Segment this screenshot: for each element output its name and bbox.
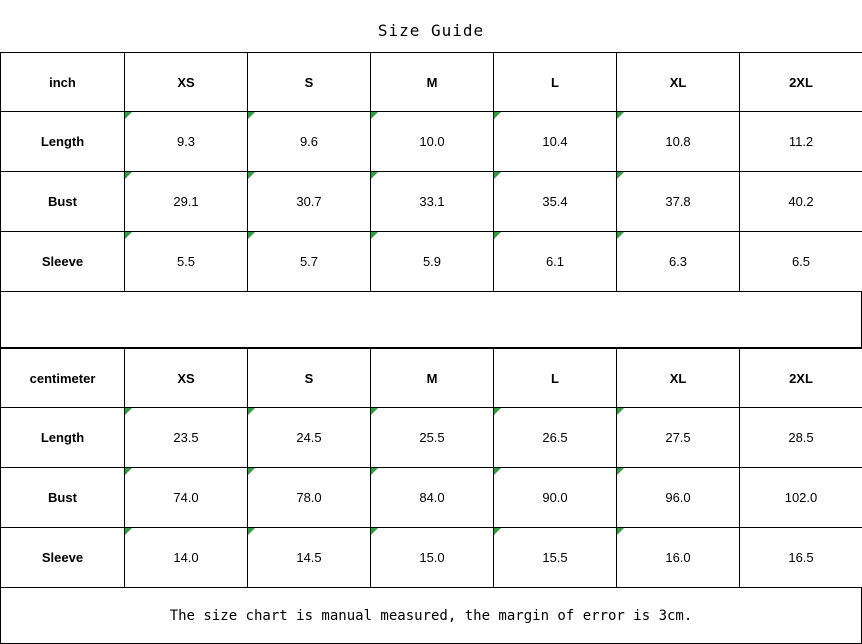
unit-label-centimeter: centimeter xyxy=(1,349,125,408)
cell-value: 78.0 xyxy=(248,468,371,528)
cell-value: 26.5 xyxy=(494,408,617,468)
cell-value: 10.0 xyxy=(371,112,494,172)
size-header-2xl: 2XL xyxy=(740,53,862,112)
table-row xyxy=(1,468,862,528)
size-header-s: S xyxy=(248,349,371,408)
cell-value: 6.5 xyxy=(740,232,862,292)
cell-value: 90.0 xyxy=(494,468,617,528)
cell-value: 5.5 xyxy=(125,232,248,292)
cell-value: 5.9 xyxy=(371,232,494,292)
measure-label-sleeve: Sleeve xyxy=(1,528,125,588)
cell-value: 16.5 xyxy=(740,528,862,588)
cell-value: 24.5 xyxy=(248,408,371,468)
cell-value: 16.0 xyxy=(617,528,740,588)
cell-value: 9.6 xyxy=(248,112,371,172)
footer-note: The size chart is manual measured, the margin of error is 3cm. xyxy=(0,588,862,644)
size-header-xl: XL xyxy=(617,53,740,112)
inch-size-table xyxy=(0,52,862,292)
size-header-l: L xyxy=(494,53,617,112)
cell-value: 84.0 xyxy=(371,468,494,528)
measure-label-length: Length xyxy=(1,112,125,172)
table-row xyxy=(1,232,862,292)
cell-value: 11.2 xyxy=(740,112,862,172)
size-header-xs: XS xyxy=(125,349,248,408)
cell-value: 25.5 xyxy=(371,408,494,468)
cell-value: 6.1 xyxy=(494,232,617,292)
size-header-xs: XS xyxy=(125,53,248,112)
cell-value: 37.8 xyxy=(617,172,740,232)
cell-value: 40.2 xyxy=(740,172,862,232)
cell-value: 23.5 xyxy=(125,408,248,468)
table-separator-row xyxy=(0,292,862,348)
cell-value: 33.1 xyxy=(371,172,494,232)
measure-label-bust: Bust xyxy=(1,468,125,528)
centimeter-size-table xyxy=(0,348,862,588)
cell-value: 30.7 xyxy=(248,172,371,232)
cell-value: 102.0 xyxy=(740,468,862,528)
cell-value: 96.0 xyxy=(617,468,740,528)
size-header-s: S xyxy=(248,53,371,112)
table-header-row xyxy=(1,53,862,112)
cell-value: 14.5 xyxy=(248,528,371,588)
table-header-row xyxy=(1,349,862,408)
table-row xyxy=(1,172,862,232)
unit-label-inch: inch xyxy=(1,53,125,112)
cell-value: 15.0 xyxy=(371,528,494,588)
cell-value: 35.4 xyxy=(494,172,617,232)
cell-value: 5.7 xyxy=(248,232,371,292)
table-row xyxy=(1,408,862,468)
cell-value: 10.4 xyxy=(494,112,617,172)
cell-value: 29.1 xyxy=(125,172,248,232)
size-header-2xl: 2XL xyxy=(740,349,862,408)
size-header-m: M xyxy=(371,349,494,408)
cell-value: 74.0 xyxy=(125,468,248,528)
size-header-m: M xyxy=(371,53,494,112)
page-title: Size Guide xyxy=(0,0,862,52)
size-header-xl: XL xyxy=(617,349,740,408)
measure-label-sleeve: Sleeve xyxy=(1,232,125,292)
cell-value: 15.5 xyxy=(494,528,617,588)
table-row xyxy=(1,528,862,588)
cell-value: 28.5 xyxy=(740,408,862,468)
cell-value: 10.8 xyxy=(617,112,740,172)
size-header-l: L xyxy=(494,349,617,408)
cell-value: 9.3 xyxy=(125,112,248,172)
measure-label-length: Length xyxy=(1,408,125,468)
cell-value: 6.3 xyxy=(617,232,740,292)
cell-value: 27.5 xyxy=(617,408,740,468)
measure-label-bust: Bust xyxy=(1,172,125,232)
table-row xyxy=(1,112,862,172)
cell-value: 14.0 xyxy=(125,528,248,588)
